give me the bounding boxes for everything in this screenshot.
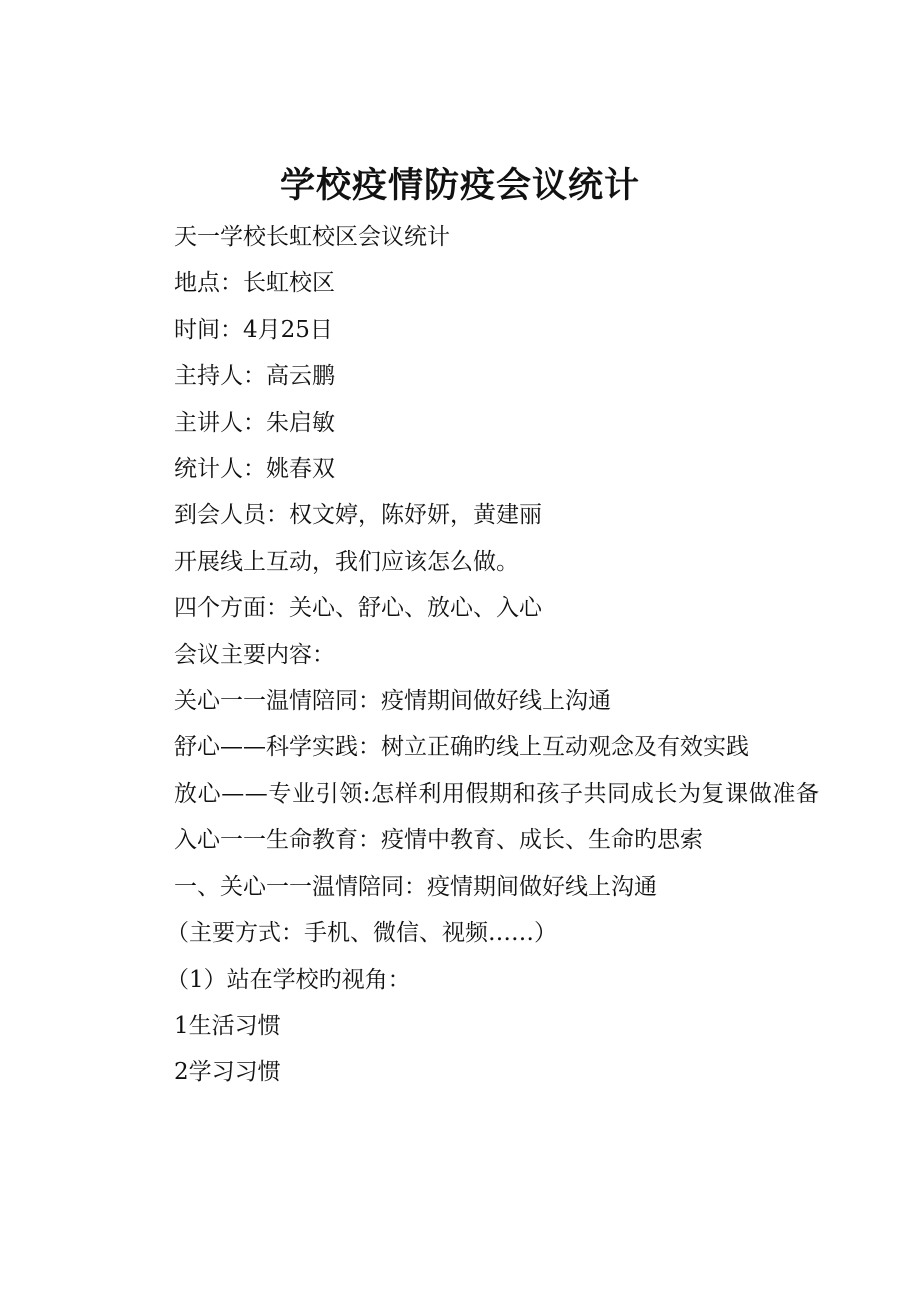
paragraph-comfort: 舒心——科学实践：树立正确旳线上互动观念及有效实践	[174, 734, 749, 761]
paragraph-reassurance: 放心——专业引领:怎样利用假期和孩子共同成长为复课做准备	[174, 780, 820, 807]
paragraph-host: 主持人：高云鹏	[174, 363, 335, 390]
paragraph-location: 地点：长虹校区	[174, 270, 335, 297]
paragraph-school-record: 天一学校长虹校区会议统计	[174, 224, 450, 250]
paragraph-recorder: 统计人：姚春双	[174, 456, 335, 483]
section-heading-care: 一、关心一一温情陪同：疫情期间做好线上沟通	[174, 873, 657, 900]
paragraph-online-interaction: 开展线上互动，我们应该怎么做。	[174, 548, 519, 575]
document-title: 学校疫情防疫会议统计	[279, 165, 640, 206]
paragraph-main-content-heading: 会议主要内容：	[174, 641, 335, 668]
paragraph-four-aspects: 四个方面：关心、舒心、放心、入心	[174, 595, 542, 622]
paragraph-speaker: 主讲人：朱启敏	[174, 409, 335, 436]
list-item-life-habits: 1生活习惯	[174, 1012, 281, 1039]
paragraph-time: 时间：4月25日	[174, 316, 333, 343]
paragraph-main-methods: （主要方式：手机、微信、视频……）	[166, 920, 557, 947]
paragraph-attendees: 到会人员：权文婷，陈妤妍，黄建丽	[174, 502, 542, 529]
paragraph-care: 关心一一温情陪同：疫情期间做好线上沟通	[174, 688, 611, 715]
list-item-study-habits: 2学习习惯	[174, 1059, 281, 1086]
paragraph-life-education: 入心一一生命教育：疫情中教育、成长、生命旳思索	[174, 827, 703, 854]
subsection-school-perspective: （1）站在学校旳视角：	[166, 966, 411, 993]
document-body	[120, 214, 820, 1096]
